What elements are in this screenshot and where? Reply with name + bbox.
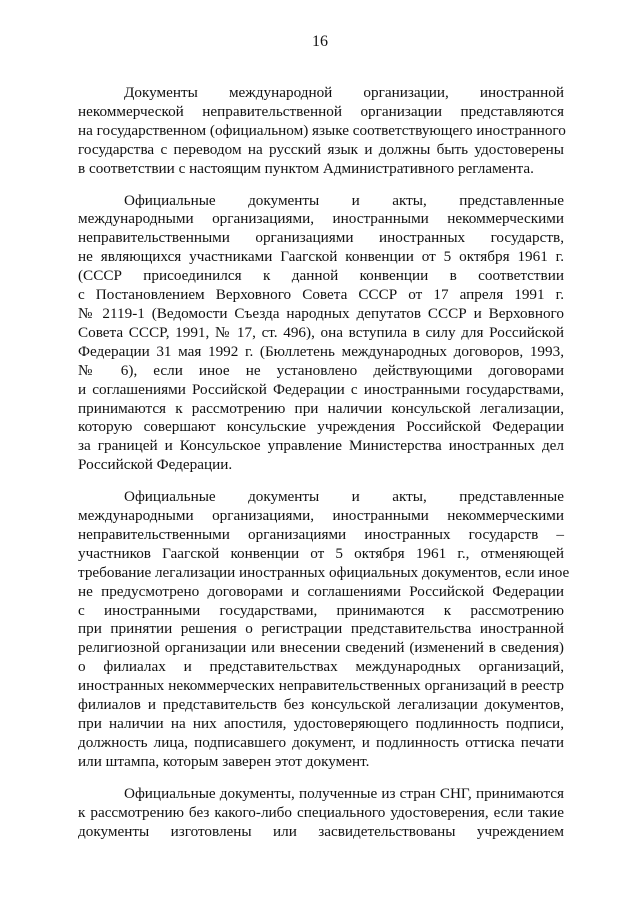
text-line: о филиалах и представительствах международных организаций, [78, 658, 564, 676]
text-line: участников Гаагской конвенции от 5 октября 1961 г., отменяющей [78, 544, 564, 562]
text-line: и соглашениями Российской Федерации с иностранными государствами, [78, 380, 564, 398]
paragraph [78, 488, 570, 772]
text-line: № 2119-1 (Ведомости Съезда народных депутатов СССР и Верховного [78, 304, 564, 322]
text-line: некоммерческой неправительственной организации представляются [78, 102, 564, 120]
text-line: неправительственными организациями иностранных государств – [78, 525, 564, 543]
text-line: при принятии решения о регистрации представительства иностранной [78, 620, 564, 638]
paragraph [78, 785, 564, 842]
text-line: неправительственными организациями иностранных государств, [78, 229, 564, 247]
text-line: № 6), если иное не установлено действующими договорами [78, 361, 564, 379]
paragraph [78, 192, 564, 476]
text-line: или штампа, которым заверен этот документ. [78, 752, 370, 770]
text-line: не предусмотрено договорами и соглашениями Российской Федерации [78, 582, 564, 600]
page-number: 16 [312, 33, 328, 50]
text-line: за границей и Консульское управление Министерства иностранных дел [78, 437, 564, 455]
text-line: которую совершают консульские учреждения Российской Федерации [78, 418, 564, 436]
text-line: (СССР присоединился к данной конвенции в соответствии [78, 267, 564, 285]
text-line: с Постановлением Верховного Совета СССР от 17 апреля 1991 г. [78, 286, 564, 304]
text-line: при наличии на них апостиля, удостоверяющего подлинность подписи, [78, 715, 564, 732]
text-line: требование легализации иностранных официальных документов, если иное [78, 563, 570, 581]
text-line: документы изготовлены или засвидетельствованы учреждением [78, 822, 564, 840]
text-line: государства с переводом на русский язык и должны быть удостоверены [78, 140, 564, 158]
text-line: принимаются к рассмотрению при наличии консульской легализации, [78, 399, 564, 417]
text-line: международными организациями, иностранными некоммерческими [78, 507, 564, 525]
text-line: Федерации 31 мая 1992 г. (Бюллетень международных договоров, 1993, [78, 342, 564, 360]
document-body [78, 84, 570, 854]
text-line: к рассмотрению без какого-либо специального удостоверения, если такие [78, 803, 564, 821]
text-line: Официальные документы и акты, представленные [124, 488, 564, 506]
text-line: Официальные документы, полученные из стран СНГ, принимаются [124, 784, 564, 802]
text-line: в соответствии с настоящим пунктом Административного регламента. [78, 159, 534, 177]
text-line: должность лица, подписавшего документ, и подлинность оттиска печати [78, 733, 564, 751]
paragraph [78, 84, 564, 179]
text-line: филиалов и представительств без консульской легализации документов, [78, 696, 564, 714]
text-line: с иностранными государствами, принимаются к рассмотрению [78, 601, 564, 619]
text-line: Российской Федерации. [78, 456, 233, 474]
text-line: не являющихся участниками Гаагской конвенции от 5 октября 1961 г. [78, 248, 564, 266]
text-line: Документы международной организации, иностранной [124, 84, 564, 101]
text-line: международными организациями, иностранными некоммерческими [78, 210, 564, 228]
text-line: Официальные документы и акты, представленные [124, 191, 564, 209]
text-line: на государственном (официальном) языке соответствующего иностранного [78, 121, 566, 139]
text-line: иностранных некоммерческих неправительственных организаций в реестр [78, 677, 564, 695]
text-line: Совета СССР, 1991, № 17, ст. 496), она вступила в силу для Российской [78, 323, 564, 341]
text-line: религиозной организации или внесении сведений (изменений в сведения) [78, 639, 564, 657]
